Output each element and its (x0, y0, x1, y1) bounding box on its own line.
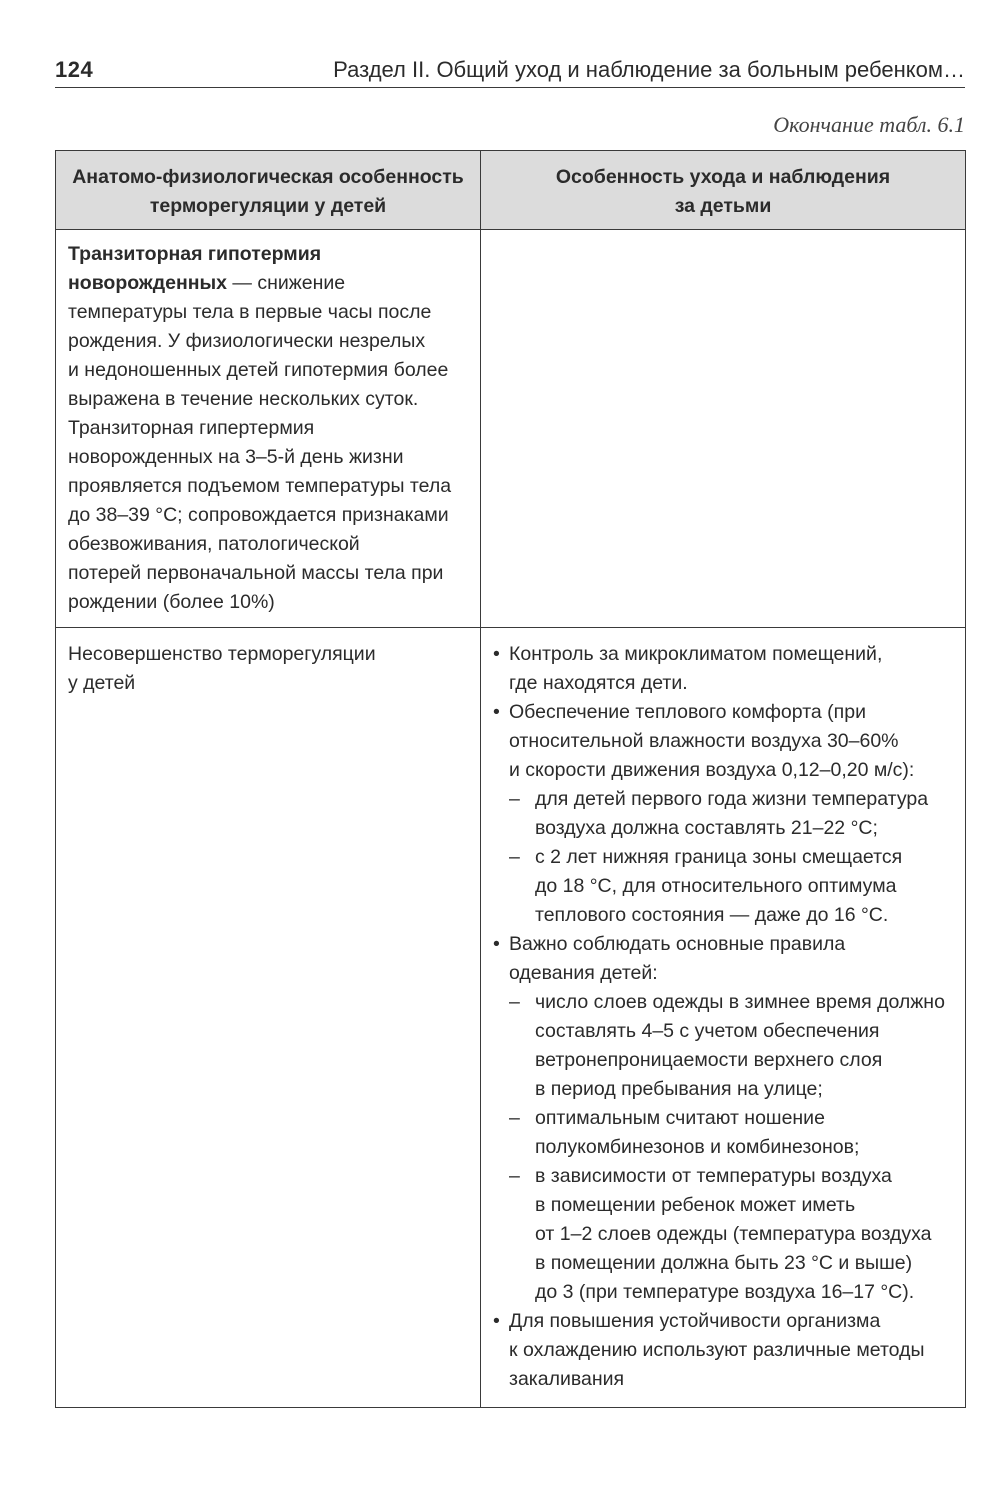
text-line: температуры тела в первые часы после (68, 301, 432, 323)
page-header (55, 52, 965, 88)
header-line: за детьми (674, 195, 772, 217)
text-line: от 1–2 слоев одежды (температура воздуха (535, 1223, 932, 1245)
bullet-item (493, 930, 955, 1307)
text-line: в помещении ребенок может иметь (535, 1194, 856, 1216)
text-line: теплового состояния — даже до 16 °С. (535, 904, 889, 926)
text-line: относительной влажности воздуха 30–60% (509, 730, 899, 752)
table-header-row (56, 151, 966, 230)
text-line: воздуха должна составлять 21–22 °С; (535, 817, 878, 839)
term-line: Транзиторная гипотермия (68, 243, 322, 265)
text-line: закаливания (509, 1368, 625, 1390)
bullet-list (493, 640, 955, 1394)
text-line: • Обеспечение теплового комфорта (при (509, 701, 866, 723)
bullet-item (493, 1307, 955, 1394)
dash-item (509, 1162, 955, 1307)
cell-empty (481, 230, 966, 628)
dash-item (509, 988, 955, 1104)
text-line: • Контроль за микроклиматом помещений, (509, 643, 883, 665)
cell-care-measures (481, 628, 966, 1408)
cell-imperfect-thermoregulation (56, 628, 481, 1408)
text-line: Транзиторная гипертермия (68, 417, 315, 439)
header-line: Особенность ухода и наблюдения (555, 166, 891, 188)
dash-item (509, 1104, 955, 1162)
term-line: новорожденных (68, 272, 227, 294)
header-line: Анатомо-физиологическая особенность (72, 166, 464, 188)
text-line: у детей (68, 672, 136, 694)
text-line: составлять 4–5 с учетом обеспечения (535, 1020, 880, 1042)
text-line: до 3 (при температуре воздуха 16–17 °С). (535, 1281, 915, 1303)
text-line: Несовершенство терморегуляции (68, 643, 376, 665)
text-line: рождения. У физиологически незрелых (68, 330, 426, 352)
dash-list (509, 988, 955, 1307)
text-line: • Важно соблюдать основные правила (509, 933, 846, 955)
text-line: рождении (более 10%) (68, 591, 275, 613)
text-line: ветронепроницаемости верхнего слоя (535, 1049, 883, 1071)
table-continuation-label: Окончание табл. 6.1 (773, 112, 965, 137)
text-line: одевания детей: (509, 962, 658, 984)
text-line: потерей первоначальной массы тела при (68, 562, 444, 584)
text-line: в период пребывания на улице; (535, 1078, 823, 1100)
text-line: и недоношенных детей гипотермия более (68, 359, 449, 381)
bullet-item (493, 698, 955, 930)
page-number: 124 (55, 57, 94, 82)
term-tail: — снижение (227, 272, 346, 294)
text-line: до 18 °С, для относительного оптимума (535, 875, 897, 897)
text-line: новорожденных на 3–5-й день жизни (68, 446, 404, 468)
text-line: обезвоживания, патологической (68, 533, 360, 555)
dash-list (509, 785, 955, 930)
dash-item (509, 785, 955, 843)
text-line: – число слоев одежды в зимнее время должно (535, 991, 945, 1013)
text-line: до 38–39 °С; сопровождается признаками (68, 504, 449, 526)
text-line: – для детей первого года жизни температура (535, 788, 929, 810)
cell-transient-hypothermia (56, 230, 481, 628)
text-line: к охлаждению используют различные методы (509, 1339, 925, 1361)
text-line: полукомбинезонов и комбинезонов; (535, 1136, 860, 1158)
dash-item (509, 843, 955, 930)
bullet-item (493, 640, 955, 698)
text-line: выражена в течение нескольких суток. (68, 388, 419, 410)
text-line: – в зависимости от температуры воздуха (535, 1165, 892, 1187)
column-header-features (56, 151, 481, 230)
section-title: Раздел II. Общий уход и наблюдение за больным ребенком… (333, 57, 965, 82)
table-row (56, 230, 966, 628)
text-line: – оптимальным считают ношение (535, 1107, 825, 1129)
text-line: проявляется подъемом температуры тела (68, 475, 452, 497)
thermoregulation-table (55, 150, 966, 1408)
table-row (56, 628, 966, 1408)
text-line: – с 2 лет нижняя граница зоны смещается (535, 846, 903, 868)
text-line: где находятся дети. (509, 672, 688, 694)
column-header-care (481, 151, 966, 230)
header-line: терморегуляции у детей (149, 195, 387, 217)
text-line: в помещении должна быть 23 °С и выше) (535, 1252, 913, 1274)
text-line: • Для повышения устойчивости организма (509, 1310, 881, 1332)
text-line: и скорости движения воздуха 0,12–0,20 м/с): (509, 759, 915, 781)
